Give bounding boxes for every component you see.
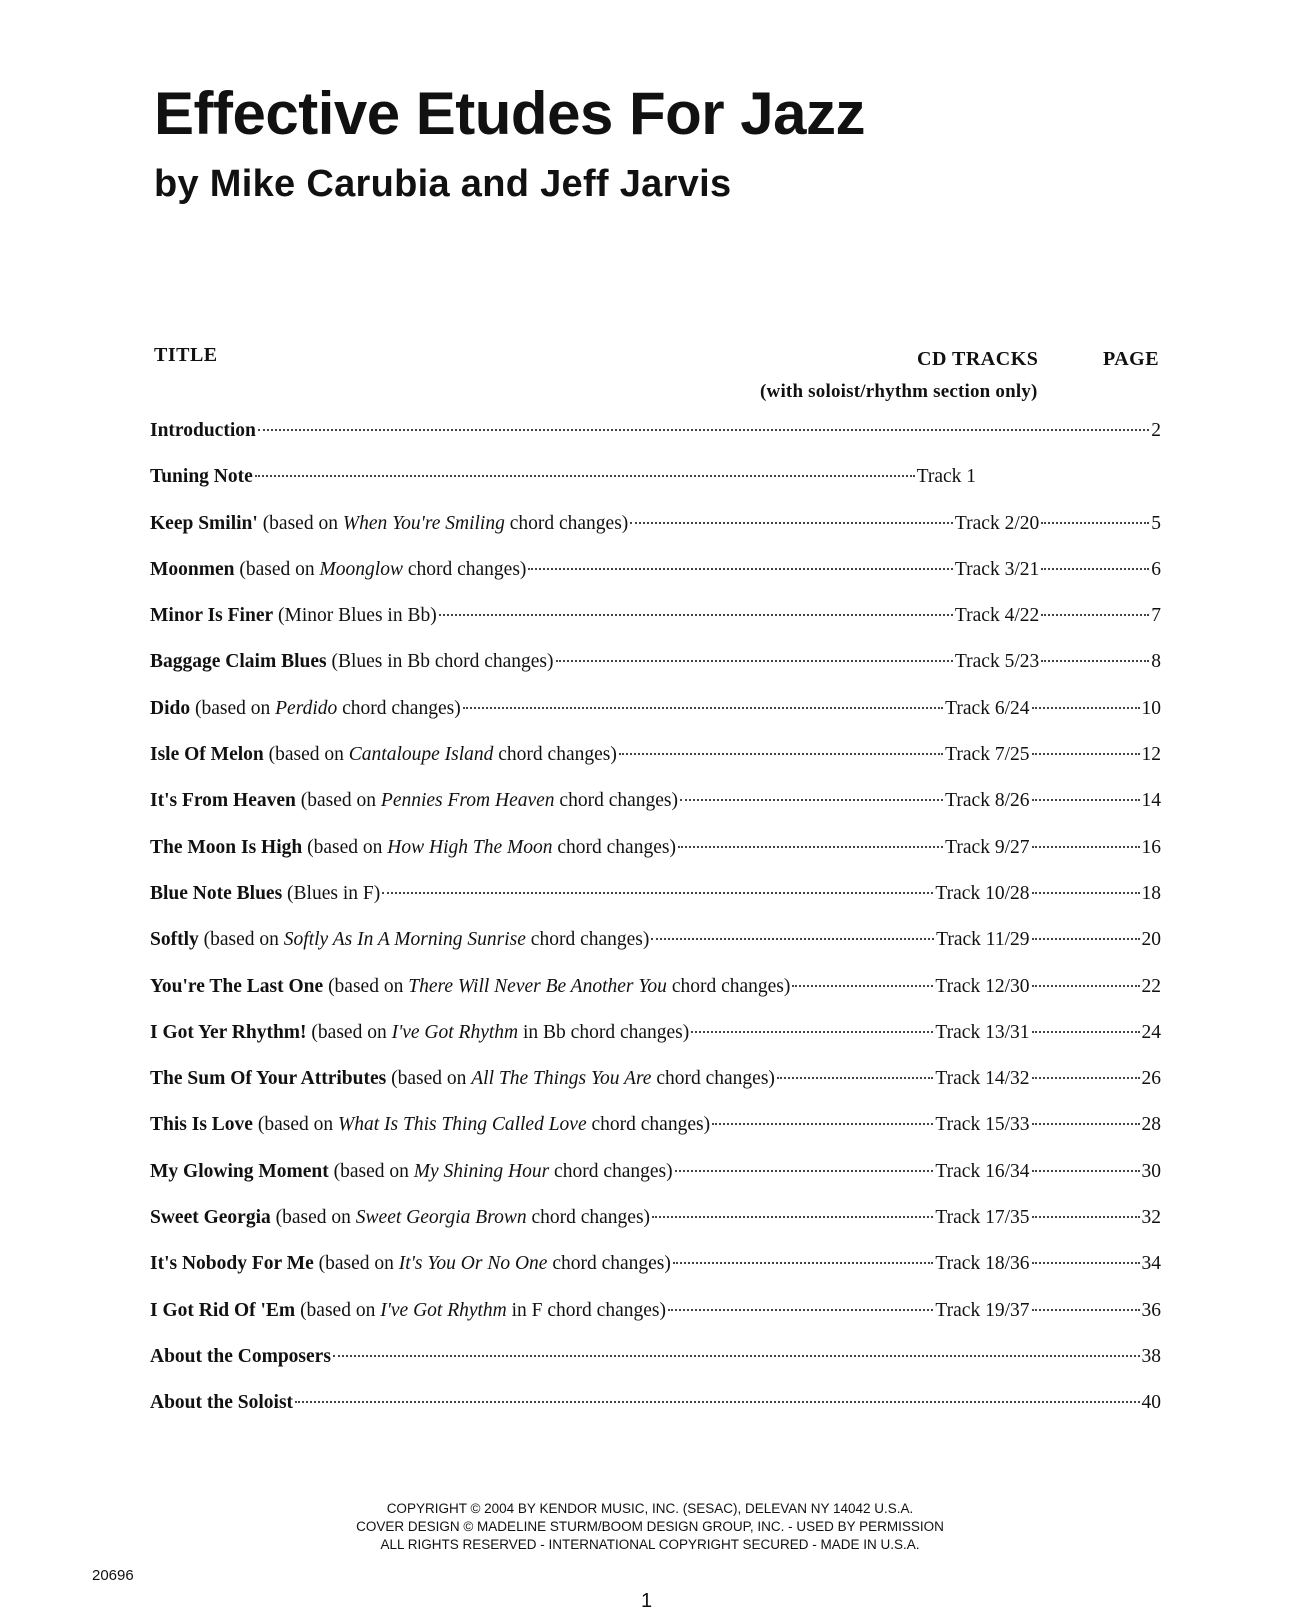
dot-leader [1032,892,1140,894]
entry-page: 16 [1141,836,1161,858]
entry-page: 26 [1141,1068,1161,1090]
entry-desc: chord changes) [554,790,678,812]
entry-page: 12 [1141,744,1161,766]
entry-desc: (based on [323,975,409,997]
dot-leader [1032,938,1140,940]
entry-page: 5 [1151,512,1161,534]
entry-desc: in F chord changes) [506,1299,666,1321]
entry-name: Keep Smilin' [150,512,258,534]
page-number: 1 [641,1590,653,1612]
entry-desc: (based on [386,1068,472,1090]
toc-entry [150,605,1161,651]
table-of-contents [150,420,1161,1439]
entry-source-tune: My Shining Hour [413,1160,550,1182]
toc-entry [150,1161,1161,1207]
entry-desc: (Minor Blues in Bb) [273,605,437,627]
entry-label [150,466,253,488]
entry-page: 38 [1141,1345,1161,1367]
entry-desc: in Bb chord changes) [518,1021,690,1043]
entry-page: 7 [1151,605,1161,627]
dot-leader [295,1401,1139,1403]
entry-label [150,1068,775,1090]
entry-track: Track 14/32 [935,1068,1030,1090]
toc-entry [150,1392,1161,1438]
column-header-page: PAGE [1103,348,1160,370]
toc-entry [150,744,1161,790]
dot-leader [1032,1216,1140,1218]
dot-leader [1032,1123,1140,1125]
toc-entry [150,1022,1161,1068]
entry-track: Track 12/30 [935,975,1030,997]
entry-source-tune: Softly As In A Morning Sunrise [283,929,526,951]
entry-desc: (based on [257,512,343,534]
toc-entry [150,976,1161,1022]
entry-track: Track 8/26 [945,790,1030,812]
entry-page: 6 [1151,558,1161,580]
entry-name: Blue Note Blues [150,882,283,904]
entry-name: Tuning Note [150,466,253,488]
entry-name: The Moon Is High [150,836,303,858]
toc-entry [150,1114,1161,1160]
dot-leader [675,1170,934,1172]
toc-entry [150,790,1161,836]
entry-desc: (based on [198,929,284,951]
entry-page: 8 [1151,651,1161,673]
entry-source-tune: Moonglow [319,558,403,580]
entry-track: Track 13/31 [935,1021,1030,1043]
copyright-line: COPYRIGHT © 2004 BY KENDOR MUSIC, INC. (SESAC), DELEVAN NY 14042 U.S.A. [386,1501,914,1516]
entry-label [150,1300,666,1322]
entry-page: 18 [1141,882,1161,904]
column-header-title: TITLE [154,344,218,366]
toc-entry [150,466,1161,512]
entry-page: 20 [1141,929,1161,951]
dot-leader [668,1309,933,1311]
toc-entry [150,513,1161,559]
dot-leader [673,1262,934,1264]
entry-label [150,605,437,627]
entry-desc: (based on [252,1114,338,1136]
dot-leader [1041,522,1149,524]
entry-desc: chord changes) [337,697,461,719]
entry-page: 10 [1141,697,1161,719]
entry-source-tune: What Is This Thing Called Love [337,1114,587,1136]
entry-page: 14 [1141,790,1161,812]
toc-entry [150,929,1161,975]
entry-track: Track 7/25 [945,744,1030,766]
dot-leader [651,938,934,940]
entry-name: This Is Love [150,1114,253,1136]
copyright-line: ALL RIGHTS RESERVED - INTERNATIONAL COPYRIGHT SECURED - MADE IN U.S.A. [380,1537,920,1552]
entry-track: Track 10/28 [935,882,1030,904]
entry-label [150,790,678,812]
entry-page: 36 [1141,1299,1161,1321]
entry-label [150,559,526,581]
entry-track: Track 18/36 [935,1253,1030,1275]
dot-leader [792,985,933,987]
entry-name: Introduction [150,420,256,441]
entry-source-tune: Sweet Georgia Brown [355,1207,527,1229]
entry-name: I Got Yer Rhythm! [150,1021,307,1043]
entry-name: You're The Last One [150,975,324,997]
entry-desc: chord changes) [402,558,527,580]
entry-source-tune: How High The Moon [387,836,553,858]
dot-leader [1032,799,1140,801]
entry-label [150,1207,650,1229]
entry-page: 22 [1141,975,1161,997]
entry-source-tune: I've Got Rhythm [391,1021,519,1043]
entry-track: Track 5/23 [954,651,1040,673]
dot-leader [1032,1031,1140,1033]
entry-label [150,513,628,535]
entry-desc: chord changes) [547,1253,671,1275]
dot-leader [691,1031,933,1033]
dot-leader [255,475,915,477]
dot-leader [382,892,933,894]
entry-desc: chord changes) [504,512,629,534]
copyright-notice [320,1500,980,1554]
entry-desc: (Blues in Bb chord changes) [326,651,554,673]
dot-leader [463,707,943,709]
entry-track: Track 19/37 [935,1299,1030,1321]
entry-source-tune: It's You Or No One [398,1253,548,1275]
toc-entry [150,698,1161,744]
entry-label [150,1114,710,1136]
entry-track: Track 4/22 [954,605,1040,627]
entry-label [150,1392,293,1414]
entry-label [150,420,256,442]
entry-source-tune: When You're Smiling [342,512,505,534]
entry-label [150,883,380,905]
entry-source-tune: All The Things You Are [471,1068,652,1090]
entry-label [150,976,790,998]
entry-track: Track 16/34 [935,1160,1030,1182]
entry-page: 30 [1141,1160,1161,1182]
entry-desc: (based on [295,1299,381,1321]
book-title: Effective Etudes For Jazz [154,80,866,147]
toc-entry [150,1068,1161,1114]
dot-leader [680,799,943,801]
dot-leader [1041,660,1149,662]
entry-desc: chord changes) [526,1207,651,1229]
toc-entry [150,1207,1161,1253]
entry-source-tune: There Will Never Be Another You [408,975,667,997]
entry-page: 34 [1141,1253,1161,1275]
copyright-line: COVER DESIGN © MADELINE STURM/BOOM DESIGN GROUP, INC. - USED BY PERMISSION [356,1519,944,1534]
entry-name: About the Composers [150,1345,331,1367]
dot-leader [439,614,953,616]
dot-leader [1032,707,1140,709]
dot-leader [556,660,953,662]
dot-leader [333,1355,1140,1357]
entry-desc: chord changes) [549,1160,673,1182]
entry-track: Track 2/20 [954,512,1040,534]
entry-desc: chord changes) [666,975,791,997]
toc-entry [150,420,1161,466]
entry-track: Track 17/35 [935,1207,1030,1229]
dot-leader [1041,614,1149,616]
entry-desc: chord changes) [586,1114,711,1136]
entry-desc: chord changes) [651,1068,775,1090]
entry-desc: (based on [270,1207,356,1229]
entry-page: 28 [1141,1114,1161,1136]
entry-desc: (based on [328,1160,414,1182]
entry-label [150,1022,689,1044]
entry-label [150,1346,331,1368]
entry-label [150,1161,673,1183]
entry-name: Softly [150,929,199,951]
catalog-number: 20696 [92,1567,134,1584]
dot-leader [528,568,953,570]
toc-entry [150,559,1161,605]
entry-name: Dido [150,697,191,719]
toc-entry [150,837,1161,883]
entry-label [150,698,461,720]
entry-name: Isle Of Melon [150,744,264,766]
entry-desc: (based on [306,1021,392,1043]
entry-page: 2 [1151,420,1161,441]
entry-desc: chord changes) [552,836,676,858]
entry-track: Track 9/27 [945,836,1030,858]
entry-source-tune: Pennies From Heaven [380,790,555,812]
entry-desc: (based on [313,1253,399,1275]
entry-desc: chord changes) [525,929,650,951]
dot-leader [1032,1077,1140,1079]
dot-leader [1032,846,1140,848]
entry-desc: (based on [190,697,276,719]
toc-entry [150,1253,1161,1299]
column-header-cd-note: (with soloist/rhythm section only) [760,381,1038,402]
toc-entry [150,651,1161,697]
dot-leader [712,1123,933,1125]
dot-leader [652,1216,933,1218]
dot-leader [1032,1262,1140,1264]
entry-name: About the Soloist [150,1392,294,1414]
entry-desc: (based on [302,836,388,858]
entry-track: Track 11/29 [936,929,1030,951]
entry-desc: (Blues in F) [282,882,381,904]
entry-page: 40 [1141,1392,1161,1414]
dot-leader [258,429,1149,431]
entry-track: Track 6/24 [945,697,1030,719]
entry-source-tune: Cantaloupe Island [348,744,494,766]
entry-label [150,1253,671,1275]
entry-name: I Got Rid Of 'Em [150,1299,296,1321]
entry-label [150,744,617,766]
entry-name: It's Nobody For Me [150,1253,314,1275]
entry-source-tune: I've Got Rhythm [380,1299,507,1321]
dot-leader [619,753,943,755]
entry-name: Moonmen [150,558,235,580]
entry-page: 24 [1141,1021,1161,1043]
entry-name: Sweet Georgia [150,1207,271,1229]
dot-leader [630,522,953,524]
entry-track: Track 1 [916,466,976,488]
dot-leader [777,1077,934,1079]
entry-name: It's From Heaven [150,790,296,812]
entry-desc: (based on [295,790,381,812]
entry-label [150,929,649,951]
entry-name: Baggage Claim Blues [150,651,327,673]
book-authors: by Mike Carubia and Jeff Jarvis [154,163,732,205]
toc-entry [150,1346,1161,1392]
dot-leader [678,846,943,848]
entry-desc: (based on [234,558,320,580]
entry-name: Minor Is Finer [150,605,274,627]
entry-desc: chord changes) [493,744,617,766]
entry-name: The Sum Of Your Attributes [150,1068,387,1090]
entry-desc: (based on [263,744,349,766]
entry-name: My Glowing Moment [150,1160,329,1182]
column-header-cd-tracks: CD TRACKS [917,348,1039,370]
entry-label [150,651,554,673]
dot-leader [1032,985,1140,987]
entry-label [150,837,676,859]
entry-track: Track 15/33 [935,1114,1030,1136]
entry-track: Track 3/21 [954,558,1040,580]
entry-source-tune: Perdido [275,697,338,719]
entry-page: 32 [1141,1207,1161,1229]
toc-entry [150,883,1161,929]
dot-leader [1032,1309,1140,1311]
toc-entry [150,1300,1161,1346]
dot-leader [1032,1170,1140,1172]
dot-leader [1032,753,1140,755]
dot-leader [1041,568,1149,570]
